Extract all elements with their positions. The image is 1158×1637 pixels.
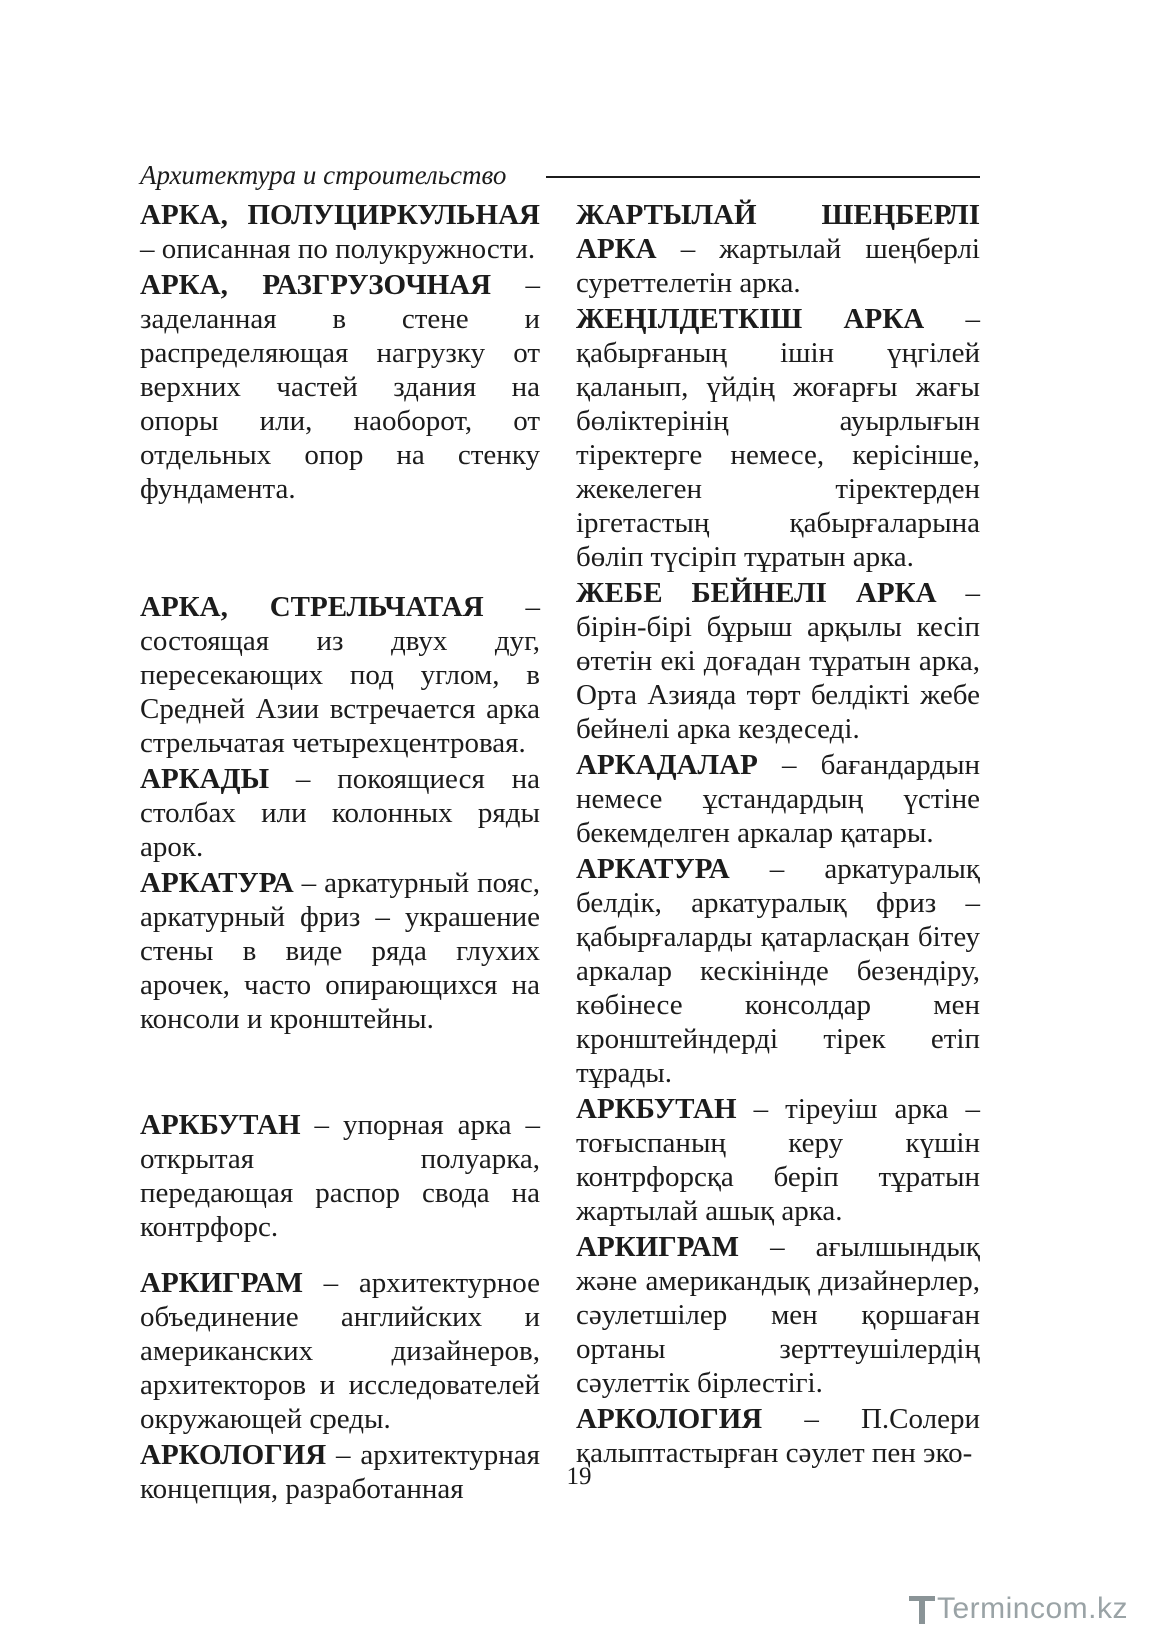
entry-definition: – П.Солери қалыптастырған сәулет пен эко- [576, 1403, 980, 1469]
entry-definition: – архитектурная концепция, разработанная [140, 1439, 540, 1505]
entry-term: АРКБУТАН [576, 1093, 737, 1125]
dictionary-entry [576, 1092, 980, 1228]
dictionary-entry [576, 302, 980, 574]
section-title: Архитектура и строительство [140, 160, 507, 190]
kazakh-column [576, 198, 980, 1472]
russian-column [140, 198, 540, 1508]
entry-term: АРКА, СТРЕЛЬЧАТАЯ [140, 591, 484, 623]
entry-definition: – архитектурное объединение английских и американских дизайнеров, архитекторов и исследователей окружающей среды. [140, 1267, 540, 1435]
dictionary-entry [140, 590, 540, 760]
watermark-text: Termincom.kz [936, 1592, 1128, 1625]
entry-definition: – заделанная в стене и распределяющая нагрузку от верхних частей здания на опоры или, наоборот, от отдельных опор на стенку фундамента. [140, 269, 540, 505]
dictionary-entry [576, 1230, 980, 1400]
dictionary-entry [140, 268, 540, 506]
dictionary-entry [576, 852, 980, 1090]
entry-definition: – упорная арка – открытая полуарка, передающая распор свода на контрфорс. [140, 1109, 540, 1243]
entry-term: ЖАРТЫЛАЙ ШЕҢБЕРЛІ АРКА [576, 199, 980, 265]
dictionary-entry [140, 1266, 540, 1436]
dictionary-entry [576, 748, 980, 850]
entry-definition: – жартылай шеңберлі суреттелетін арка. [576, 233, 980, 299]
dictionary-entry [576, 1402, 980, 1470]
entry-definition: – тіреуіш арка – тоғыспаның керу күшін контрфорсқа беріп тұратын жартылай ашық арка. [576, 1093, 980, 1227]
entry-term: ЖЕҢІЛДЕТКІШ АРКА [576, 303, 925, 335]
entry-definition: – состоящая из двух дуг, пересекающих под углом, в Средней Азии встречается арка стрельчатая четырехцентровая. [140, 591, 540, 759]
entry-definition: – покоящиеся на столбах или колонных ряды арок. [140, 763, 541, 863]
entry-definition: – ағылшындық және американдық дизайнерлер, сәулетшілер мен қоршаған ортаны зерттеушілердің сәулеттік бірлестігі. [576, 1231, 980, 1399]
entry-definition: – бірін-бірі бұрыш арқылы кесіп өтетін екі доғадан тұратын арка, Орта Азияда төрт белдікті жебе бейнелі арка кездеседі. [576, 577, 980, 745]
entry-definition: – қабырғаның ішін үңгілей қаланып, үйдің жоғарғы жағы бөліктерінің ауырлығын тіректерге немесе, керісінше, жекелеген тіректерден іргетастың қабырғаларына бөліп түсіріп тұратын арка. [576, 303, 980, 573]
entry-term: АРКОЛОГИЯ [140, 1439, 327, 1471]
watermark-logo [909, 1591, 1128, 1627]
entry-term: АРКАДАЛАР [576, 749, 758, 781]
entry-term: АРКАТУРА [140, 867, 294, 899]
entry-definition: – аркатуралық белдік, аркатуралық фриз – қабырғаларды қатарласқан бітеу аркалар кескінінде безендіру, көбінесе консолдар мен кронштейндерді тірек етіп тұрады. [576, 853, 981, 1089]
entry-definition: – описанная по полукружности. [140, 233, 536, 265]
entry-term: АРКИГРАМ [140, 1267, 304, 1299]
entry-term: ЖЕБЕ БЕЙНЕЛІ АРКА [576, 577, 937, 609]
entry-definition: – бағандардын немесе ұстандардың үстіне бекемделген аркалар қатары. [576, 749, 980, 849]
dictionary-entry [140, 1108, 540, 1244]
header-rule [546, 176, 980, 178]
running-header [140, 158, 980, 192]
dictionary-entry [140, 762, 540, 864]
entry-term: АРКАДЫ [140, 763, 270, 795]
entry-term: АРКБУТАН [140, 1109, 301, 1141]
dictionary-entry [576, 576, 980, 746]
entry-term: АРКАТУРА [576, 853, 730, 885]
entry-term: АРКА, РАЗГРУЗОЧНАЯ [140, 269, 492, 301]
dictionary-entry [140, 198, 540, 266]
dictionary-entry [140, 866, 540, 1036]
entry-definition: – аркатурный пояс, аркатурный фриз – украшение стены в виде ряда глухих арочек, часто опирающихся на консоли и кронштейны. [140, 867, 540, 1035]
page-number: 19 [566, 1463, 592, 1490]
entry-term: АРКОЛОГИЯ [576, 1403, 763, 1435]
entry-term: АРКА, ПОЛУЦИРКУЛЬНАЯ [140, 199, 540, 231]
entry-term: АРКИГРАМ [576, 1231, 740, 1263]
dictionary-entry [576, 198, 980, 300]
logo-mark-icon [909, 1594, 935, 1624]
